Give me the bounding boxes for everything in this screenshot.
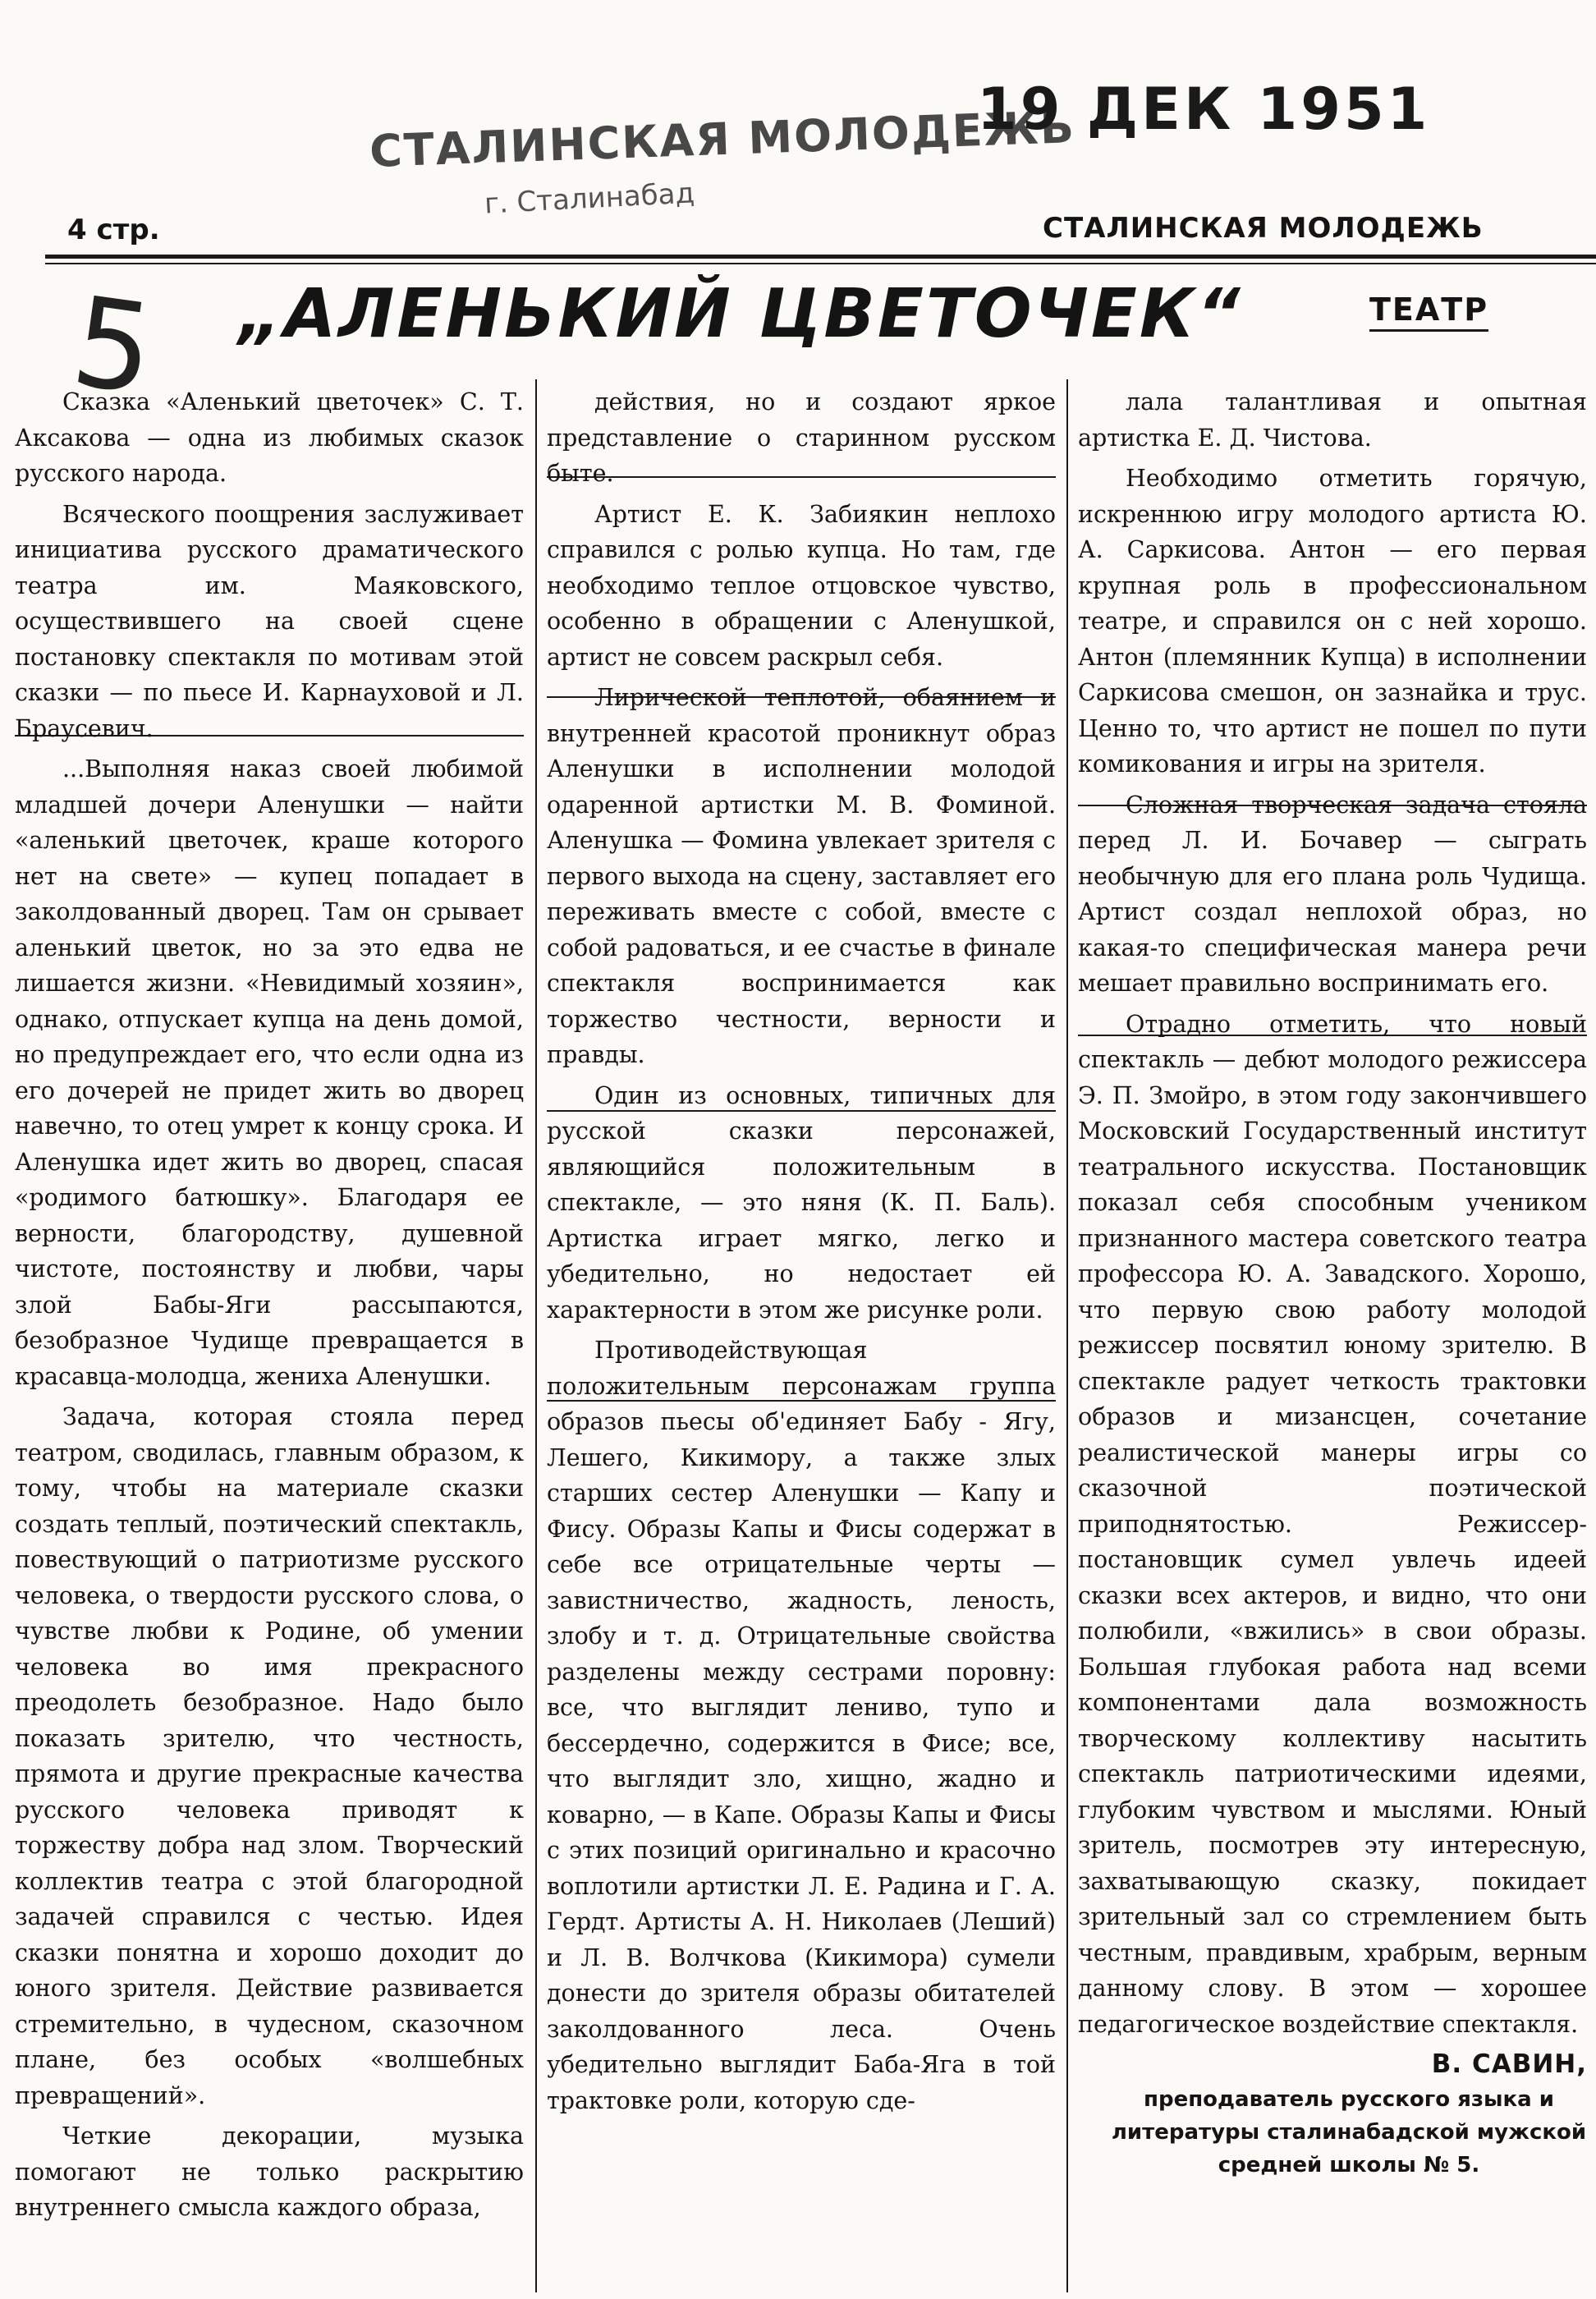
column-divider [535,379,537,2292]
newspaper-stamp-city: г. Сталинабад [484,177,695,221]
page-number: 4 стр. [67,213,160,246]
author-credit: преподаватель русского языка и литературы сталинабадской мужской средней школы № 5. [1111,2086,1587,2177]
paragraph: Артист Е. К. Забиякин неплохо справился с ролью купца. Но там, где необходимо теплое отцовское чувство, особенно в обращении с Аленушкой, артист не совсем раскрыл себя. [547,500,1056,671]
author-signature: В. САВИН, [1431,2049,1587,2079]
paragraph: действия, но и создают яркое представление о старинном русском быте. [547,388,1056,487]
paragraph: лала талантливая и опытная артистка Е. Д. Чистова. [1078,388,1587,452]
paragraph: ...Выполняя наказ своей любимой младшей дочери Аленушки — найти «аленький цветочек, краше которого нет на свете» — купец попадает в заколдованный дворец. Там он срывает аленький цветок, но за это едва не лишается жизни. «Невидимый хозяин», однако, отпускает купца на день домой, но предупреждает его, что если одна из его дочерей не придет жить во дворец навечно, то отец умрет к концу срока. И Аленушка идет жить во дворец, спасая «родимого батюшку». Благодаря ее верности, благородству, душевной чистоте, постоянству и любви, чары злой Бабы-Яги рассыпаются, безобразное Чудище превращается в красавца-молодца, жениха Аленушки. [15,755,524,1390]
paragraph: Четкие декорации, музыка помогают не только раскрытию внутреннего смысла каждого образа, [15,2122,524,2221]
paragraph: Один из основных, типичных для русской сказки персонажей, являющийся положительным в спектакле, — это няня (К. П. Баль). Артистка играет мягко, легко и убедительно, но недостает ей характерности в этом же рисунке роли. [547,1081,1056,1324]
date-stamp: 19 ДЕК 1951 [977,76,1431,143]
paragraph: Задача, которая стояла перед театром, сводилась, главным образом, к тому, чтобы на материале сказки создать теплый, поэтический спектакль, повествующий о патриотизме русского человека, о твердости русского слова, о чувстве любви к Родине, об умении человека во имя прекрасного преодолеть безобразное. Надо было показать зрителю, что честность, прямота и другие прекрасные качества русского человека приводят к торжеству добра над злом. Творческий коллектив театра с этой благородной задачей справился с честью. Идея сказки понятна и хорошо доходит до юного зрителя. Действие развивается стремительно, в чудесном, сказочном плане, без особых «волшебных превращений». [15,1403,524,2109]
newspaper-stamp: СТАЛИНСКАЯ МОЛОДЕЖЬ [369,101,1076,177]
masthead: СТАЛИНСКАЯ МОЛОДЕЖЬ [1043,212,1484,245]
rubric-label: ТЕАТР [1369,291,1488,332]
article-column-1 [15,384,524,2231]
paragraph: Сложная творческая задача стояла перед Л. И. Бочавер — сыграть необычную для его плана роль Чудища. Артист создал неплохой образ, но какая-то специфическая манера речи мешает правильно воспринимать его. [1078,791,1587,997]
handwritten-mark: 5 [64,270,163,423]
article-headline: „АЛЕНЬКИЙ ЦВЕТОЧЕК“ [238,275,1243,353]
paragraph: Отрадно отметить, что новый спектакль — дебют молодого режиссера Э. П. Змойро, в этом году закончившего Московский Государственный институт театрального искусства. Постановщик показал себя способным учеником признанного мастера советского театра профессора Ю. А. Завадского. Хорошо, что первую свою работу молодой режиссер посвятил юному зрителю. В спектакле радует четкость трактовки образов и мизансцен, сочетание реалистической манеры игры со сказочной поэтической приподнятостью. Режиссер-постановщик сумел увлечь идеей сказки всех актеров, и видно, что они полюбили, «вжились» в свои образы. Большая глубокая работа над всеми компонентами дала возможность творческому коллективу насытить спектакль патриотическими идеями, глубоким чувством и мыслями. Юный зритель, посмотрев эту интересную, захватывающую сказку, покидает зрительный зал со стремлением быть честным, правдивым, храбрым, верным данному слову. В этом — хорошее педагогическое воздействие спектакля. [1078,1010,1587,2038]
paragraph: Лирической теплотой, обаянием и внутренней красотой проникнут образ Аленушки в исполнении молодой одаренной артистки М. В. Фоминой. Аленушка — Фомина увлекает зрителя с первого выхода на сцену, заставляет его переживать вместе с собой, вместе с собой радоваться, и ее счастье в финале спектакля воспринимается как торжество честности, верности и правды. [547,684,1056,1068]
paragraph: Необходимо отметить горячую, искреннюю игру молодого артиста Ю. А. Саркисова. Антон — его первая крупная роль в профессиональном театре, и справился он с ней хорошо. Антон (племянник Купца) в исполнении Саркисова смешон, он зазнайка и трус. Ценно то, что артист не пошел по пути комикования и игры на зрителя. [1078,465,1587,778]
paragraph: Сказка «Аленький цветочек» С. Т. Аксакова — одна из любимых сказок русского народа. [15,388,524,487]
article-column-3 [1078,384,1587,2182]
paragraph: Противодействующая положительным персонажам группа образов пьесы об'единяет Бабу - Ягу, Лешего, Кикимору, а также злых старших сестер Аленушки — Капу и Фису. Образы Капы и Фисы содержат в себе все отрицательные черты — завистничество, жадность, леность, злобу и т. д. Отрицательные свойства разделены между сестрами поровну: все, что выглядит лениво, тупо и бессердечно, содержится в Фисе; все, что выглядит зло, хищно, жадно и коварно, — в Капе. Образы Капы и Фисы с этих позиций оригинально и красочно воплотили артистки Л. Е. Радина и Г. А. Гердт. Артисты А. Н. Николаев (Леший) и Л. В. Волчкова (Кикимора) сумели донести до зрителя образы обитателей заколдованного леса. Очень убедительно выглядит Баба-Яга в той трактовке роли, которую сде- [547,1337,1056,2114]
column-divider [1066,379,1068,2292]
top-rule-thin [45,263,1596,264]
paragraph: Всяческого поощрения заслуживает инициатива русского драматического театра им. Маяковского, осуществившего на своей сцене постановку спектакля по мотивам этой сказки — по пьесе И. Карнауховой и Л. Браусевич. [15,500,524,742]
top-rule [45,255,1596,259]
article-column-2 [547,384,1056,2123]
